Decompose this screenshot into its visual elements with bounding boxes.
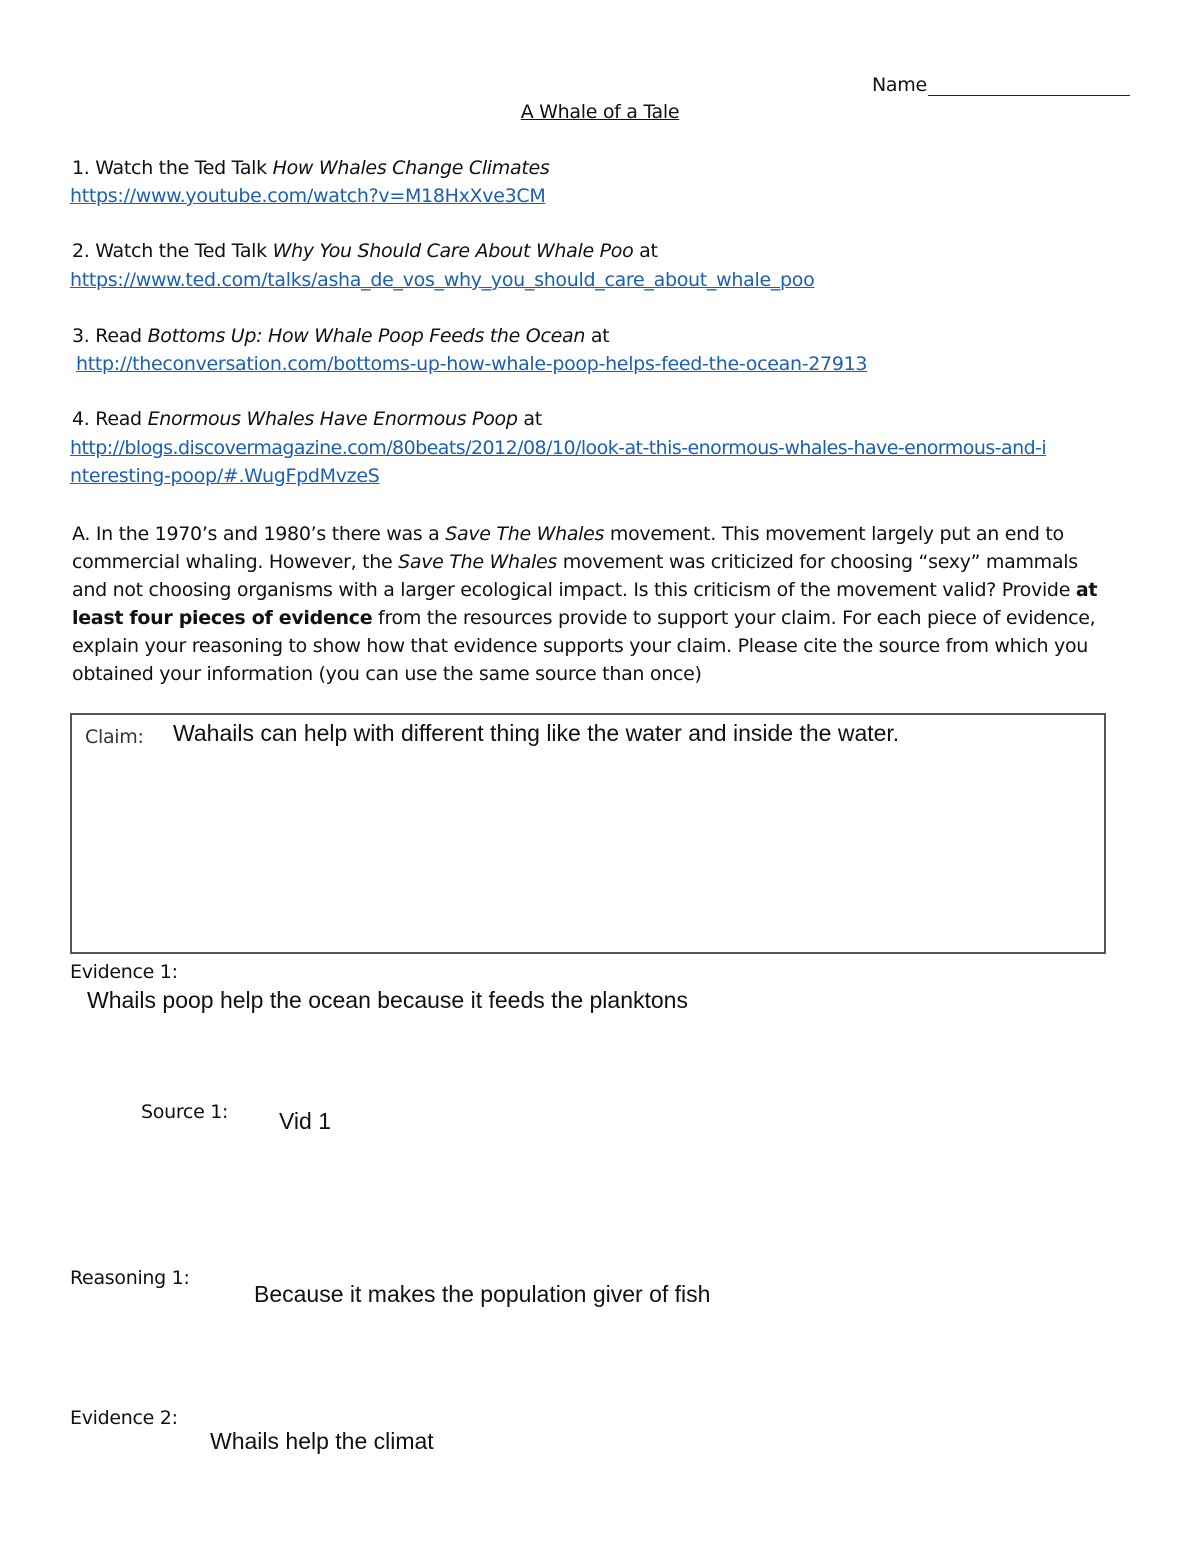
resource-title: Enormous Whales Have Enormous Poop <box>147 408 518 430</box>
question-prompt: A. In the 1970’s and 1980’s there was a Save The Whales movement. This movement largely put an end to commercial whaling. However, the Save The Whales movement was criticized for choosing “sexy” mammals and not choosing organisms with a larger ecological impact. Is this criticism of the movement valid? Provide at least four pieces of evidence from the resources provide to support your claim. For each piece of evidence, explain your reasoning to show how that evidence supports your claim. Please cite the source from which you obtained your information (you can use the same source than once) <box>72 523 1098 685</box>
task-text: Watch the Ted Talk <box>95 157 273 179</box>
question-letter: A. <box>72 523 91 545</box>
movement-name: Save The Whales <box>398 551 558 573</box>
evidence-1-answer[interactable]: Whails poop help the ocean because it feeds the planktons <box>87 987 688 1013</box>
task-text: Read <box>95 408 148 430</box>
resource-link-2[interactable]: https://www.ted.com/talks/asha_de_vos_why_you_should_care_about_whale_poo <box>70 269 815 291</box>
task-text: Read <box>95 325 148 347</box>
task-number: 4. <box>72 408 90 430</box>
name-blank-line[interactable] <box>928 95 1130 96</box>
task-2: 2. Watch the Ted Talk Why You Should Care About Whale Poo at <box>72 240 658 262</box>
evidence-2-answer[interactable]: Whails help the climat <box>210 1428 434 1454</box>
worksheet-title: A Whale of a Tale <box>520 101 680 123</box>
resource-link-4[interactable]: http://blogs.discovermagazine.com/80beats/2012/08/10/look-at-this-enormous-whales-have-enormous-and-i <box>70 437 1047 459</box>
task-number: 3. <box>72 325 90 347</box>
movement-name: Save The Whales <box>445 523 605 545</box>
resource-link-3[interactable]: http://theconversation.com/bottoms-up-how-whale-poop-helps-feed-the-ocean-27913 <box>76 353 868 375</box>
source-1-label: Source 1: <box>141 1101 229 1123</box>
task-3: 3. Read Bottoms Up: How Whale Poop Feeds the Ocean at <box>72 325 610 347</box>
source-1-answer[interactable]: Vid 1 <box>279 1108 332 1134</box>
task-number: 2. <box>72 240 90 262</box>
evidence-1-label: Evidence 1: <box>70 961 178 983</box>
claim-label: Claim: <box>85 726 144 748</box>
resource-link-4-continued[interactable]: nteresting-poop/#.WugFpdMvzeS <box>70 465 380 487</box>
task-text: Watch the Ted Talk <box>95 240 273 262</box>
resource-title: Why You Should Care About Whale Poo <box>272 240 634 262</box>
emphasis-text: at least four pieces of evidence <box>72 579 1098 629</box>
task-4: 4. Read Enormous Whales Have Enormous Poop at <box>72 408 542 430</box>
claim-box[interactable] <box>70 713 1106 954</box>
resource-link-1[interactable]: https://www.youtube.com/watch?v=M18HxXve3CM <box>70 185 546 207</box>
claim-answer[interactable]: Wahails can help with different thing like the water and inside the water. <box>173 720 900 746</box>
task-number: 1. <box>72 157 90 179</box>
resource-title: How Whales Change Climates <box>272 157 550 179</box>
name-label: Name <box>872 74 927 96</box>
task-1 <box>72 157 549 179</box>
reasoning-1-label: Reasoning 1: <box>70 1267 190 1289</box>
evidence-2-label: Evidence 2: <box>70 1407 178 1429</box>
reasoning-1-answer[interactable]: Because it makes the population giver of fish <box>254 1281 711 1307</box>
resource-title: Bottoms Up: How Whale Poop Feeds the Ocean <box>147 325 586 347</box>
